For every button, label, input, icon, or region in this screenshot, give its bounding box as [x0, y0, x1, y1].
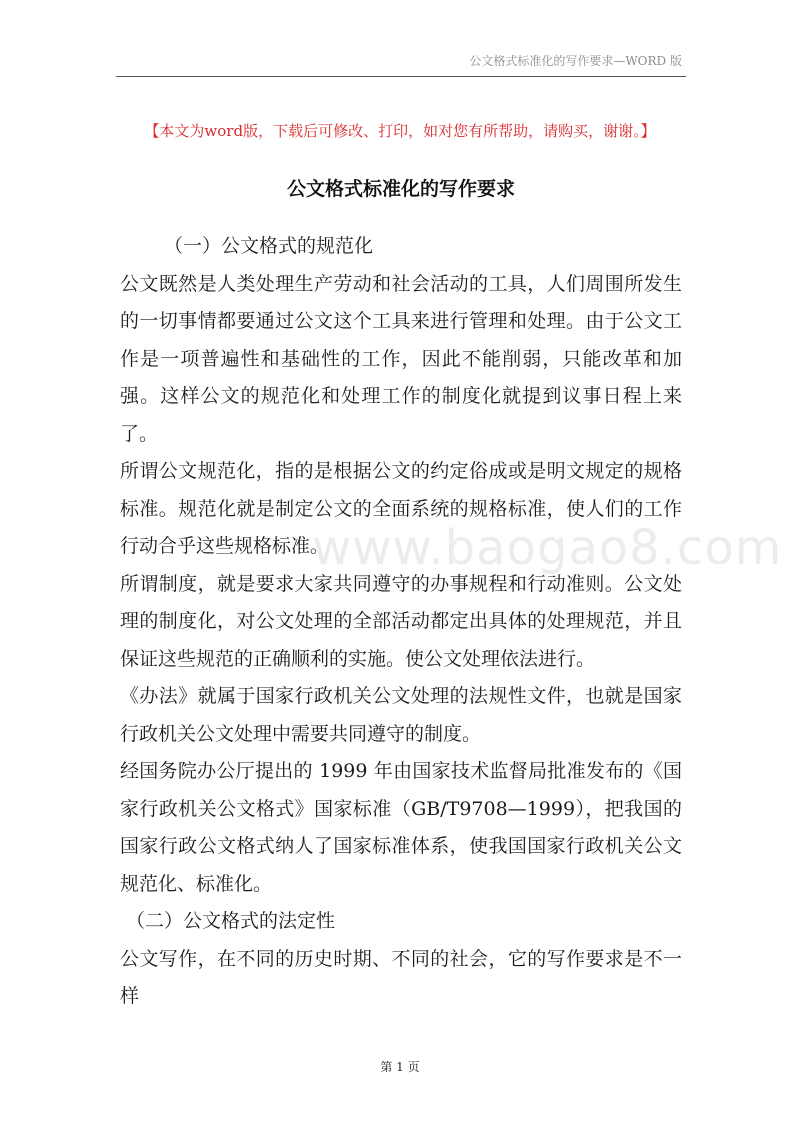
document-title: 公文格式标准化的写作要求	[286, 178, 515, 200]
download-notice: 【本文为word版，下载后可修改、打印，如对您有所帮助，请购买，谢谢。】	[144, 122, 656, 140]
section-heading-1: （一）公文格式的规范化	[164, 235, 374, 257]
watermark: www.baogao8.com	[312, 520, 783, 576]
body-paragraph: 公文既然是人类处理生产劳动和社会活动的工具，人们周围所发生的一切事情都要通过公文这个工具来进行管理和处理。由于公文工作是一项普遍性和基础性的工作，因此不能削弱，只能改革和加强。这样公文的规范化和处理工作的制度化就提到议事日程上来了。	[120, 272, 682, 445]
page-number: 第 1 页	[380, 1060, 420, 1074]
section-heading-2: （二）公文格式的法定性	[126, 910, 336, 932]
document-body	[120, 228, 682, 1016]
body-paragraph: 公文写作，在不同的历史时期、不同的社会，它的写作要求是不一样	[120, 947, 682, 1007]
body-paragraph: 经国务院办公厅提出的 1999 年由国家技术监督局批准发布的《国家行政机关公文格式》国家标准（GB/T9708—1999），把我国的国家行政公文格式纳人了国家标准体系，使我国国家行政机关公文规范化、标准化。	[120, 760, 682, 895]
body-paragraph: 所谓公文规范化，指的是根据公文的约定俗成或是明文规定的规格标准。规范化就是制定公文的全面系统的规格标准，使人们的工作行动合乎这些规格标准。	[120, 460, 682, 557]
body-paragraph: 《办法》就属于国家行政机关公文处理的法规性文件，也就是国家行政机关公文处理中需要共同遵守的制度。	[120, 685, 682, 745]
body-paragraph: 所谓制度，就是要求大家共同遵守的办事规程和行动准则。公文处理的制度化，对公文处理的全部活动都定出具体的处理规范，并且保证这些规范的正确顺利的实施。使公文处理依法进行。	[120, 572, 682, 670]
running-header: 公文格式标准化的写作要求—WORD 版	[469, 54, 682, 68]
header-divider	[116, 76, 686, 77]
